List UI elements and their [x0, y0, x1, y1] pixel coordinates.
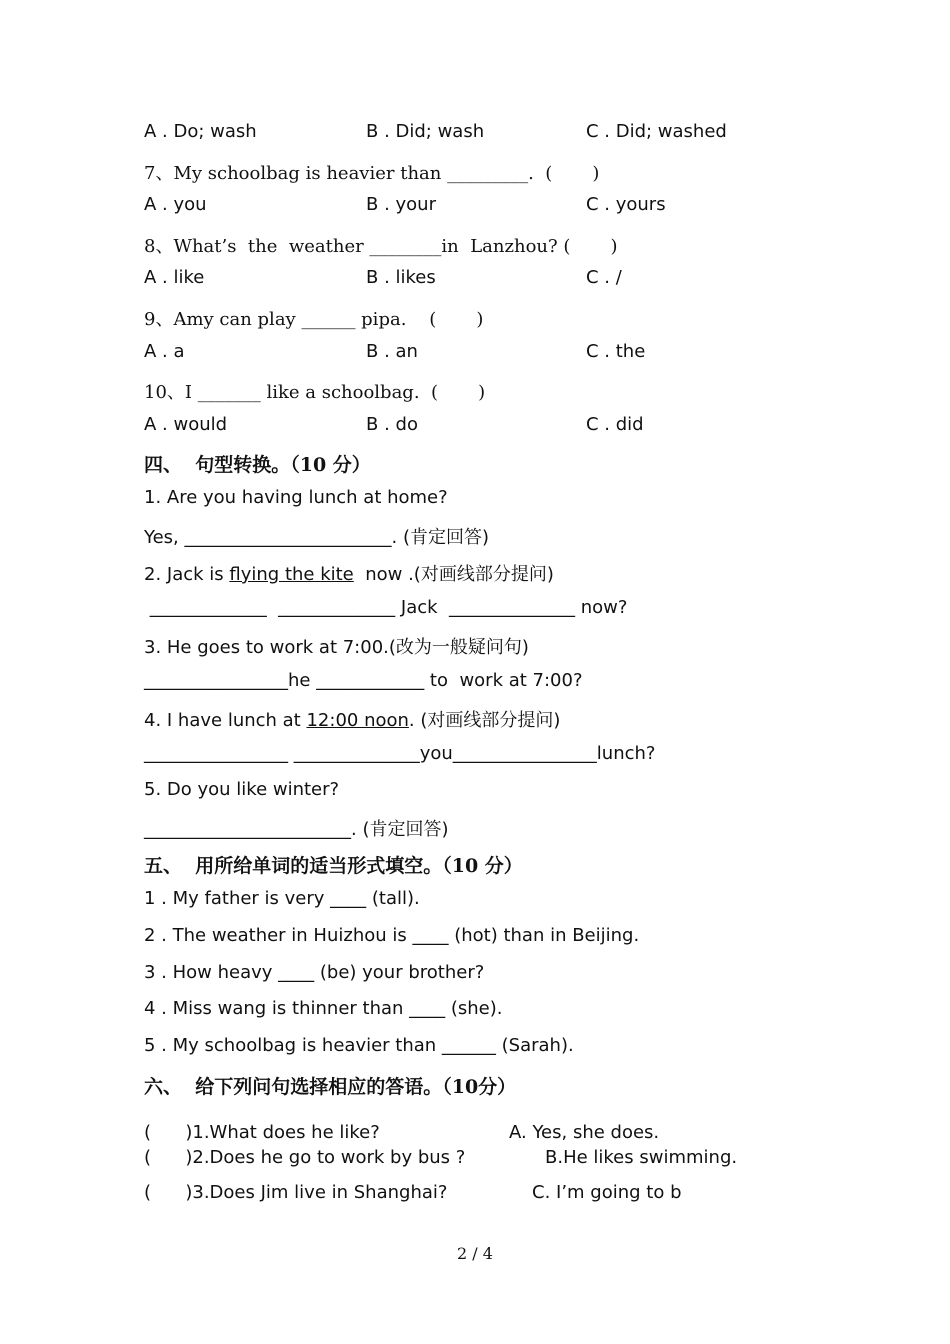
match-answer-c: C. I’m going to b: [532, 1182, 682, 1203]
underlined-phrase: 12:00 noon: [306, 710, 409, 731]
option-c: C . Did; washed: [586, 121, 727, 142]
section-4-line-8: ________________ ______________you________________lunch?: [144, 743, 656, 764]
section-4-line-3: [144, 560, 554, 586]
section-5-title: 五、 用所给单词的适当形式填空。（10 分）: [144, 855, 523, 877]
option-b: B . do: [366, 414, 418, 435]
section-4-line-7: [144, 706, 560, 732]
section-4-line-1: 1. Are you having lunch at home?: [144, 487, 448, 508]
question-7: 7、My schoolbag is heavier than _________. ( ): [144, 163, 600, 184]
line-3-prefix: 2. Jack is: [144, 564, 230, 585]
section-4-line-2: Yes, _______________________. (肯定回答): [144, 527, 489, 548]
option-b: B . an: [366, 341, 418, 362]
underlined-phrase: flying the kite: [229, 564, 354, 585]
section-4-line-6: ________________he ____________ to work at 7:00?: [144, 670, 583, 691]
question-8: 8、What’s the weather ________in Lanzhou? ( ): [144, 236, 618, 257]
page-number: 2 / 4: [457, 1244, 493, 1263]
section-5-line-1: 1 . My father is very ____ (tall).: [144, 888, 420, 909]
option-a: A . you: [144, 194, 207, 215]
line-3-suffix: now .(对画线部分提问): [353, 564, 554, 585]
line-7-suffix: . (对画线部分提问): [408, 710, 561, 731]
option-c: C . did: [586, 414, 644, 435]
line-7-prefix: 4. I have lunch at: [144, 710, 307, 731]
option-a: A . a: [144, 341, 185, 362]
option-c: C . /: [586, 267, 622, 288]
match-answer-a: A. Yes, she does.: [509, 1122, 660, 1143]
section-5-line-4: 4 . Miss wang is thinner than ____ (she).: [144, 998, 503, 1019]
option-c: C . the: [586, 341, 646, 362]
section-6-title: 六、 给下列问句选择相应的答语。（10分）: [144, 1076, 517, 1098]
option-a: A . would: [144, 414, 228, 435]
match-question-2: ( )2.Does he go to work by bus ?: [144, 1147, 466, 1168]
section-4-title: 四、 句型转换。（10 分）: [144, 454, 371, 476]
section-4-line-9: 5. Do you like winter?: [144, 779, 340, 800]
match-question-3: ( )3.Does Jim live in Shanghai?: [144, 1182, 448, 1203]
match-answer-b: B.He likes swimming.: [545, 1147, 738, 1168]
question-9: 9、Amy can play ______ pipa. ( ): [144, 309, 484, 330]
option-b: B . your: [366, 194, 436, 215]
option-c: C . yours: [586, 194, 666, 215]
option-a: A . like: [144, 267, 205, 288]
section-4-line-10: _______________________. (肯定回答): [144, 819, 449, 840]
question-10: 10、I _______ like a schoolbag. ( ): [144, 382, 486, 403]
section-5-line-3: 3 . How heavy ____ (be) your brother?: [144, 962, 485, 983]
option-b: B . likes: [366, 267, 436, 288]
section-5-line-2: 2 . The weather in Huizhou is ____ (hot) than in Beijing.: [144, 925, 640, 946]
match-question-1: ( )1.What does he like?: [144, 1122, 380, 1143]
section-5-line-5: 5 . My schoolbag is heavier than ______ (Sarah).: [144, 1035, 574, 1056]
option-a: A . Do; wash: [144, 121, 257, 142]
option-b: B . Did; wash: [366, 121, 485, 142]
section-4-line-5: 3. He goes to work at 7:00.(改为一般疑问句): [144, 637, 529, 658]
section-4-line-4: _____________ _____________ Jack ______________ now?: [144, 597, 628, 618]
